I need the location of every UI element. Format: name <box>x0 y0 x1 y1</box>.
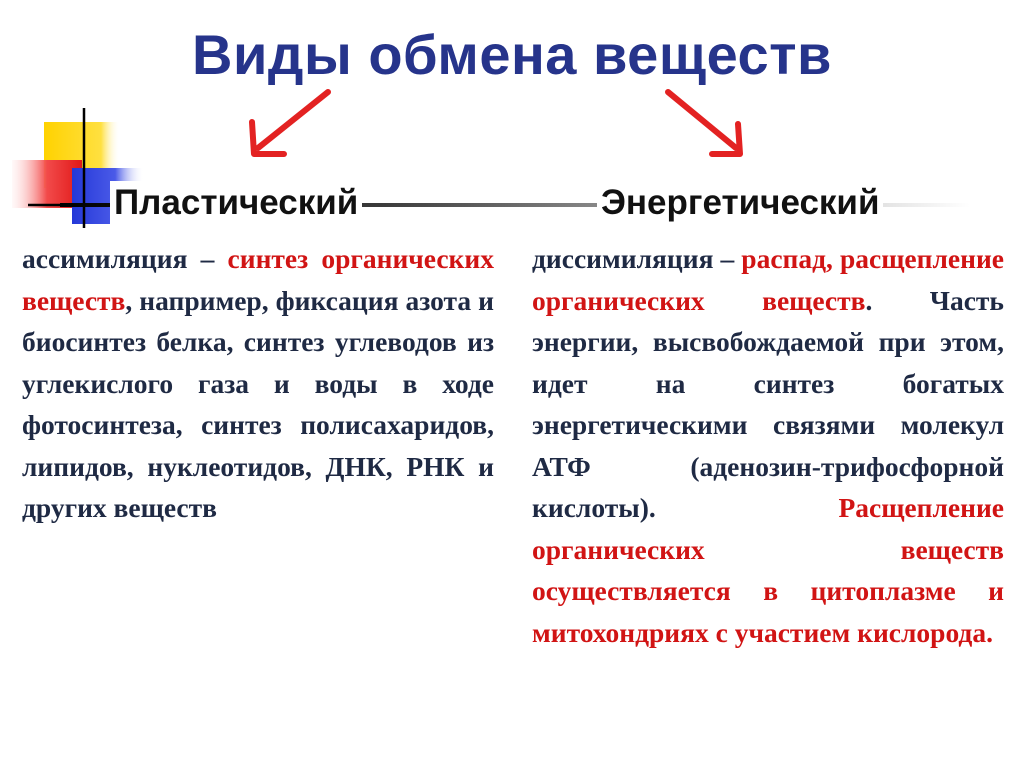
energetic-description <box>532 238 1004 653</box>
heading-energetic: Энергетический <box>597 181 883 225</box>
energetic-text-highlight-2: Расщепление органических веществ осуществляется в цитоплазме и митохондриях с участием кислорода. <box>532 492 1004 648</box>
plastic-description <box>22 238 494 529</box>
heading-plastic: Пластический <box>110 181 362 225</box>
energetic-text-highlight: распад, расщепление органических веществ <box>532 243 1004 316</box>
energetic-text-part-1: диссимиляция – <box>532 243 742 274</box>
arrow-right-icon <box>660 86 760 166</box>
arrow-left-icon <box>240 86 340 166</box>
red-square <box>12 160 82 208</box>
page-title: Виды обмена веществ <box>192 23 832 86</box>
plastic-text-part-1: ассимиляция – <box>22 243 228 274</box>
plastic-text-highlight: синтез органических веществ <box>22 243 494 316</box>
plastic-text-part-3: , например, фиксация азота и биосинтез белка, синтез углеводов из углекислого газа и воды в ходе фотосинтеза, синтез полисахаридов, липидов, нуклеотидов, ДНК, РНК и других веществ <box>22 284 494 523</box>
energetic-text-part-3: . Часть энергии, высвобождаемой при этом, идет на синтез богатых энергетическими связями молекул АТФ (аденозин-трифосфорной кислоты). <box>532 284 1004 523</box>
